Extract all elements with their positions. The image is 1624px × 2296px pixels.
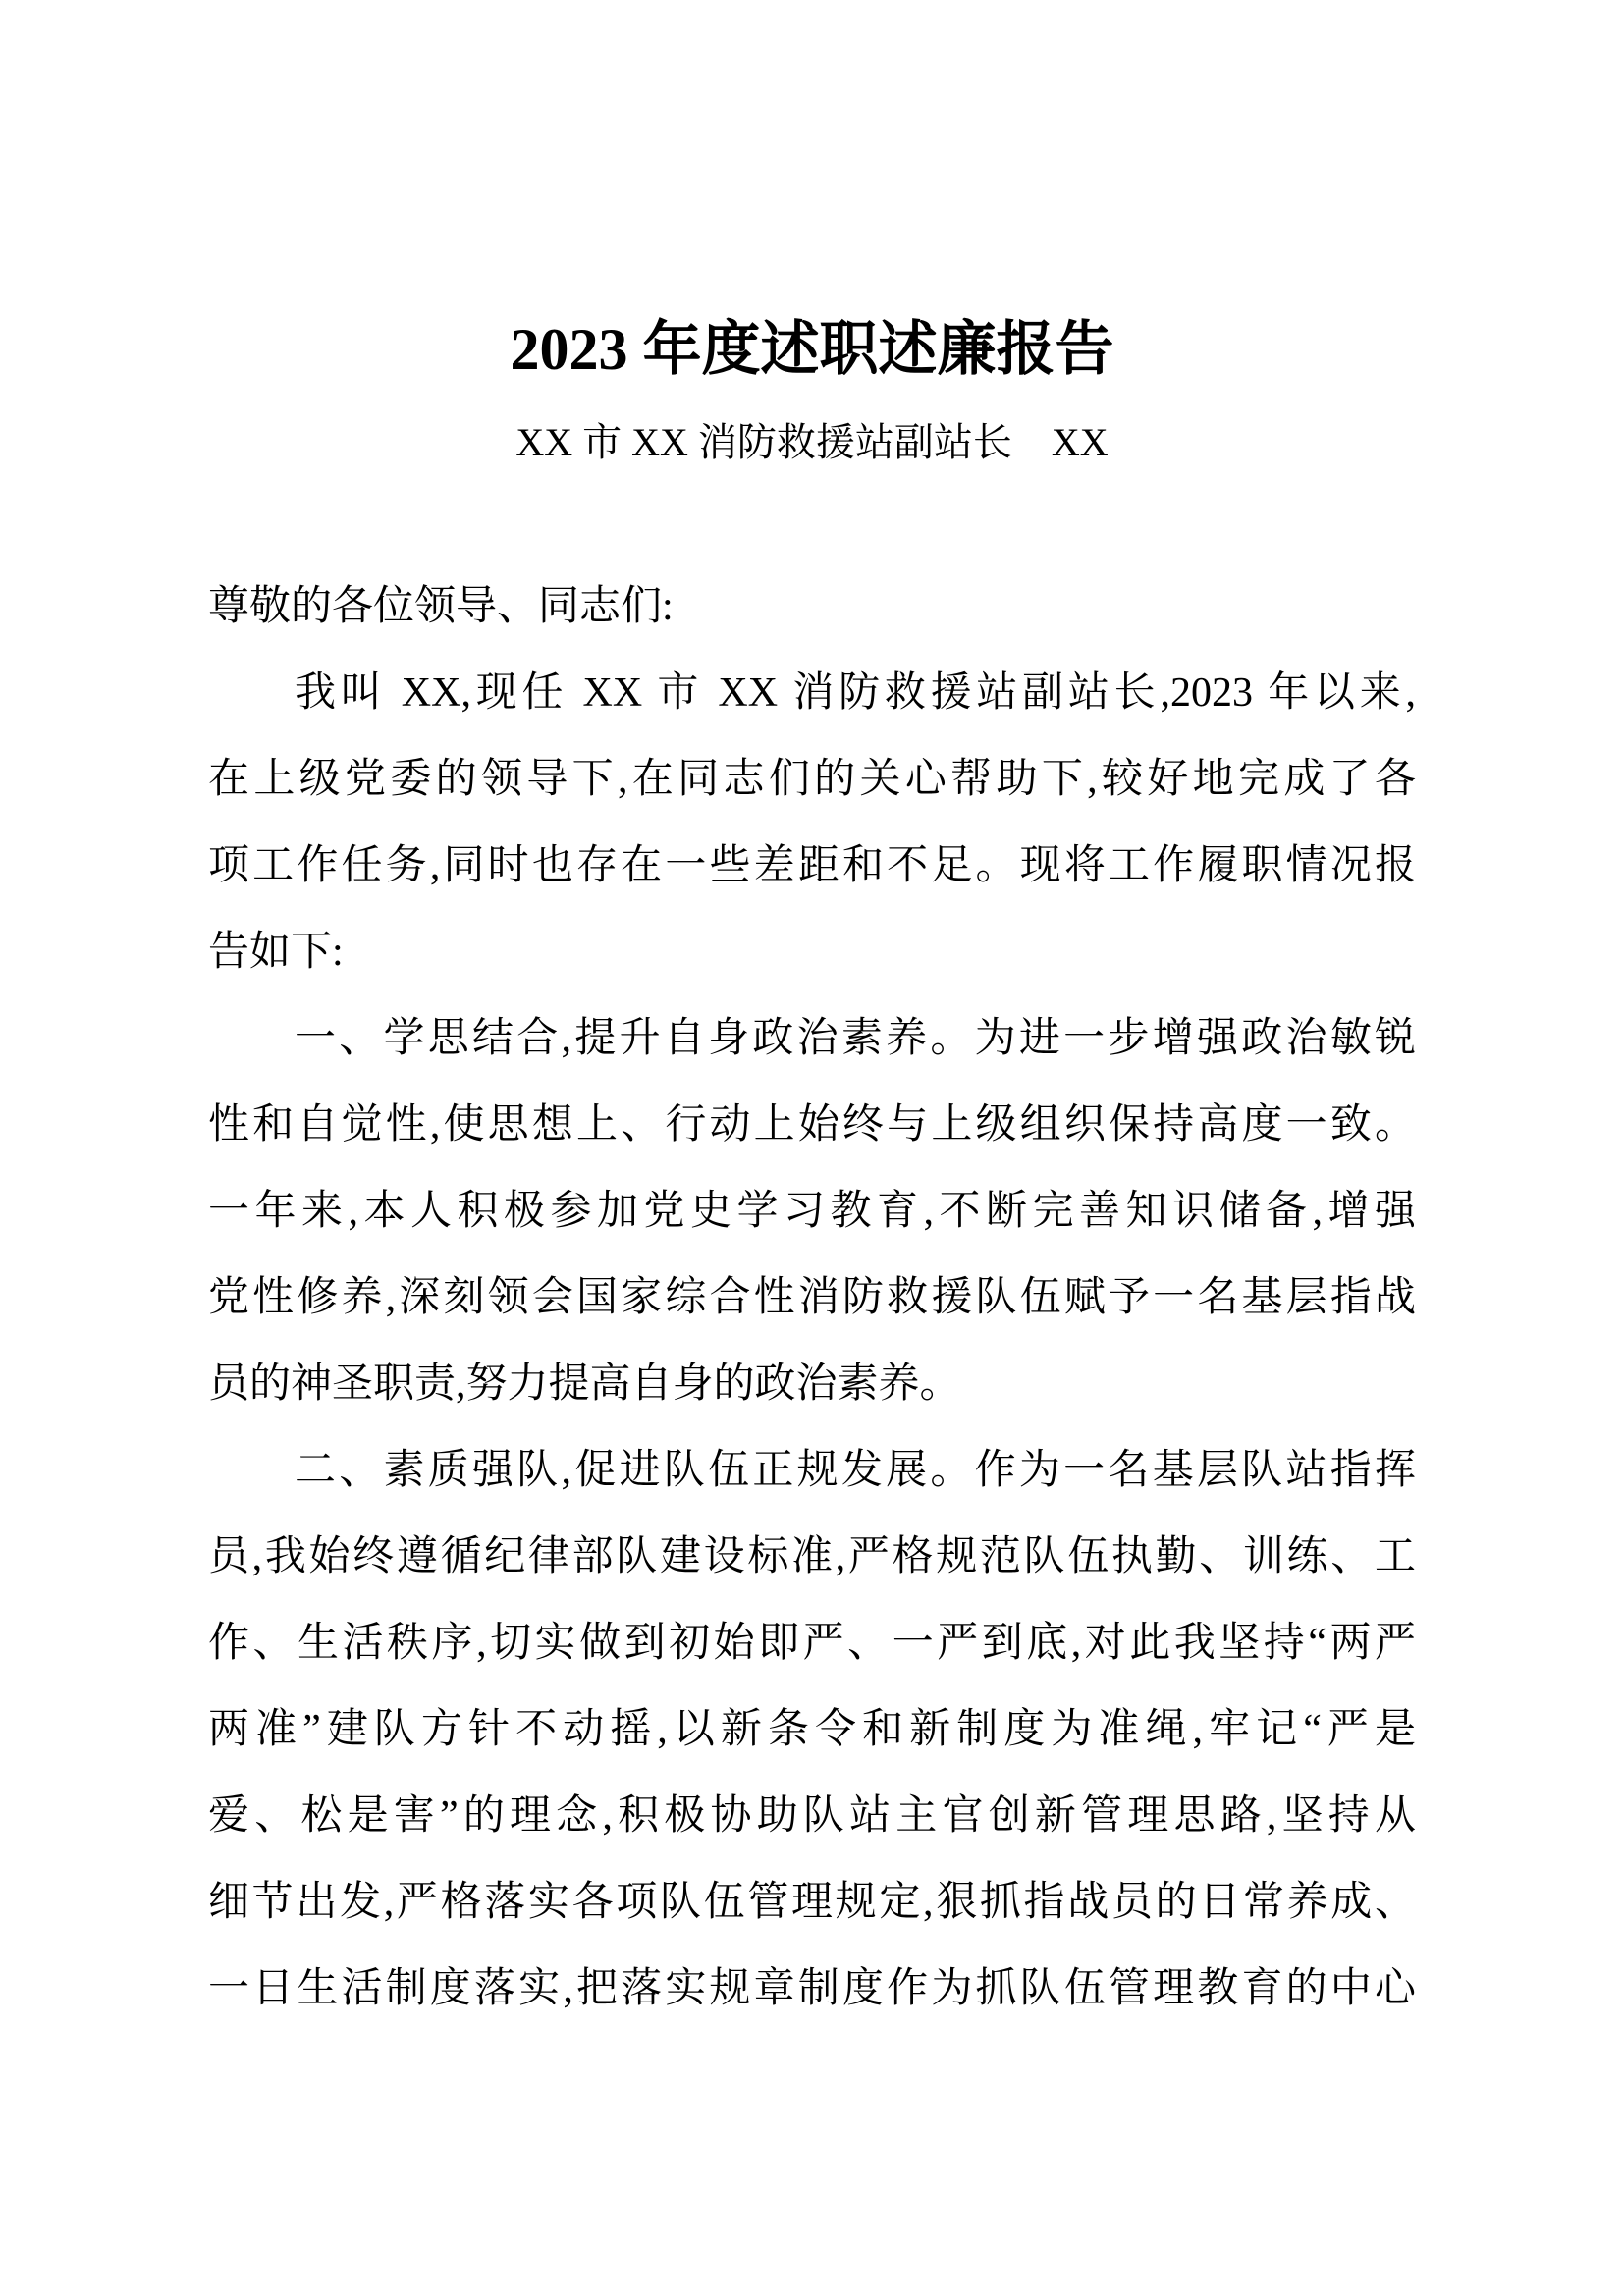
body-line: 项工作任务,同时也存在一些差距和不足。现将工作履职情况报 [208,843,1416,888]
body-line: 一年来,本人积极参加党史学习教育,不断完善知识储备,增强 [208,1189,1416,1234]
body-line: 爱、松是害”的理念,积极协助队站主官创新管理思路,坚持从 [208,1793,1416,1839]
section-heading-line-1: 一、学思结合,提升自身政治素养。为进一步增强政治敏锐 [295,1016,1416,1061]
body-line: 性和自觉性,使思想上、行动上始终与上级组织保持高度一致。 [208,1102,1416,1148]
body-line: 党性修养,深刻领会国家综合性消防救援队伍赋予一名基层指战 [208,1275,1416,1320]
body-line: 两准”建队方针不动摇,以新条令和新制度为准绳,牢记“严是 [208,1707,1416,1752]
body-line: 作、生活秩序,切实做到初始即严、一严到底,对此我坚持“两严 [208,1621,1416,1666]
body-line: 我叫 XX,现任 XX 市 XX 消防救援站副站长,2023 年以来, [295,670,1416,716]
document-body [0,563,1624,2032]
body-line: 员的神圣职责,努力提高自身的政治素养。 [208,1362,961,1407]
document-subtitle: XX 市 XX 消防救援站副站长 XX [515,420,1109,464]
body-line: 细节出发,严格落实各项队伍管理规定,狠抓指战员的日常养成、 [208,1880,1416,1925]
body-line: 在上级党委的领导下,在同志们的关心帮助下,较好地完成了各 [208,757,1416,802]
body-line: 员,我始终遵循纪律部队建设标准,严格规范队伍执勤、训练、工 [208,1534,1416,1579]
body-line: 告如下: [208,930,344,975]
body-line: 一日生活制度落实,把落实规章制度作为抓队伍管理教育的中心 [208,1966,1416,2011]
document-title: 2023 年度述职述廉报告 [510,317,1114,382]
section-heading-line-2: 二、素质强队,促进队伍正规发展。作为一名基层队站指挥 [295,1448,1416,1493]
salutation-line: 尊敬的各位领导、同志们: [208,584,674,629]
